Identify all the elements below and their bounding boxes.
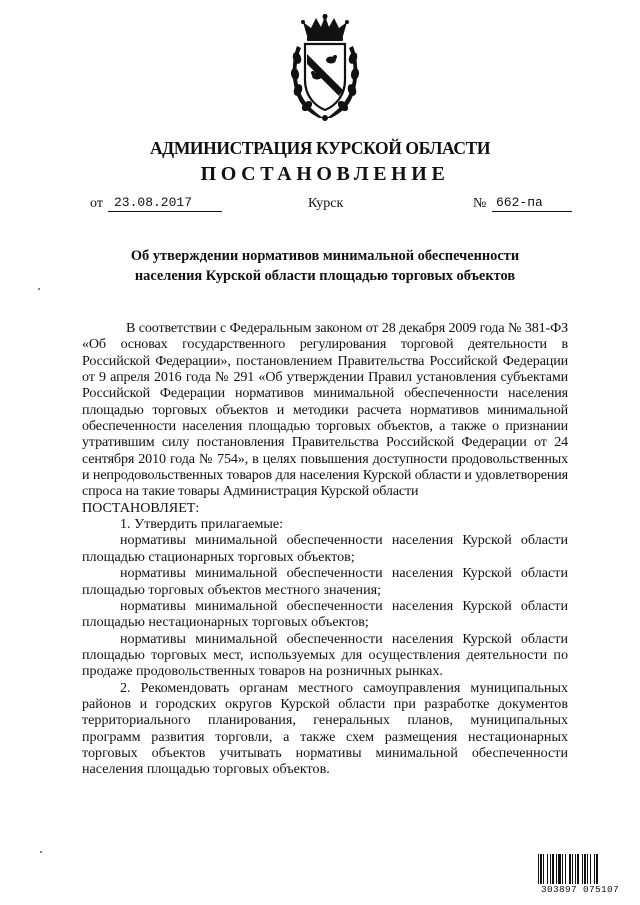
item-1-a: нормативы минимальной обеспеченности населения Курской области площадью стационарных торговых объектов;	[82, 532, 568, 565]
barcode	[537, 854, 623, 896]
heading-line-2: населения Курской области площадью торговых объектов	[134, 268, 516, 284]
scan-speck	[38, 288, 40, 290]
barcode-bar	[596, 854, 598, 884]
barcode-bar	[543, 854, 544, 884]
item-1-title: 1. Утвердить прилагаемые:	[120, 516, 284, 533]
item-1-b: нормативы минимальной обеспеченности населения Курской области площадью торговых объектов местного значения;	[82, 565, 568, 598]
document-meta-row	[0, 196, 640, 216]
barcode-bar	[569, 854, 571, 884]
barcode-bar	[547, 854, 548, 884]
intro-paragraph: В соответствии с Федеральным законом от 28 декабря 2009 года № 381-ФЗ «Об основах государственного регулирования торговой деятельности в Российской Федерации», постановлением Правительства Российской Федерации от 9 апреля 2016 года № 291 «Об утверждении Правил установления субъектами Российской Федерации нормативов минимальной обеспеченности населения площадью торговых объектов и методики расчета нормативов минимальной обеспеченности населения площадью торговых объектов, а также о признании утратившим силу постановления Правительства Российской Федерации от 24 сентября 2010 года № 754», в целях повышения доступности продовольственных и непродовольственных товаров для населения Курской области и удовлетворения спроса на такие товары Администрация Курской области	[82, 320, 568, 500]
barcode-bar	[540, 854, 542, 884]
date-value: 23.08.2017	[108, 195, 222, 212]
date-label: от	[90, 196, 103, 211]
barcode-bar	[538, 854, 539, 884]
number-value: 662-па	[492, 195, 572, 212]
barcode-bar	[590, 854, 591, 884]
barcode-bar	[584, 854, 586, 884]
barcode-bar	[552, 854, 554, 884]
barcode-bar	[577, 854, 579, 884]
barcode-bar	[575, 854, 576, 884]
item-1-c: нормативы минимальной обеспеченности населения Курской области площадью нестационарных торговых объектов;	[82, 597, 568, 631]
barcode-bar	[572, 854, 573, 884]
barcode-bar	[565, 854, 566, 884]
barcode-bar	[587, 854, 588, 884]
item-1-d: нормативы минимальной обеспеченности населения Курской области площадью торговых мест, используемых для осуществления деятельности по продаже продовольственных товаров на розничных рынках.	[82, 630, 568, 680]
barcode-bar	[562, 854, 563, 884]
document-heading	[60, 246, 590, 286]
resolves-line: ПОСТАНОВЛЯЕТ:	[82, 499, 200, 516]
barcode-icon	[537, 854, 623, 884]
barcode-bar	[550, 854, 551, 884]
scan-speck	[40, 851, 42, 853]
barcode-bar	[558, 854, 561, 884]
number-label: №	[473, 196, 487, 211]
barcode-number: 303897 075107	[540, 884, 619, 895]
organization-title: АДМИНИСТРАЦИЯ КУРСКОЙ ОБЛАСТИ	[149, 138, 491, 158]
barcode-bar	[556, 854, 557, 884]
barcode-bar	[594, 854, 595, 884]
document-type: ПОСТАНОВЛЕНИЕ	[200, 163, 450, 185]
heading-line-1: Об утверждении нормативов минимальной обеспеченности	[130, 248, 520, 264]
document-body	[82, 320, 568, 778]
city-name: Курск	[308, 196, 344, 211]
kursk-coat-of-arms-icon	[289, 14, 361, 122]
barcode-bar	[582, 854, 583, 884]
item-2: 2. Рекомендовать органам местного самоуправления муниципальных районов и городских округов Курской области при разработке документов территориального планирования, генеральных планов, муниципальных программ развития торговли, а также схем размещения нестационарных торговых объектов учитывать нормативы минимальной обеспеченности населения площадью торговых объектов.	[82, 679, 568, 778]
